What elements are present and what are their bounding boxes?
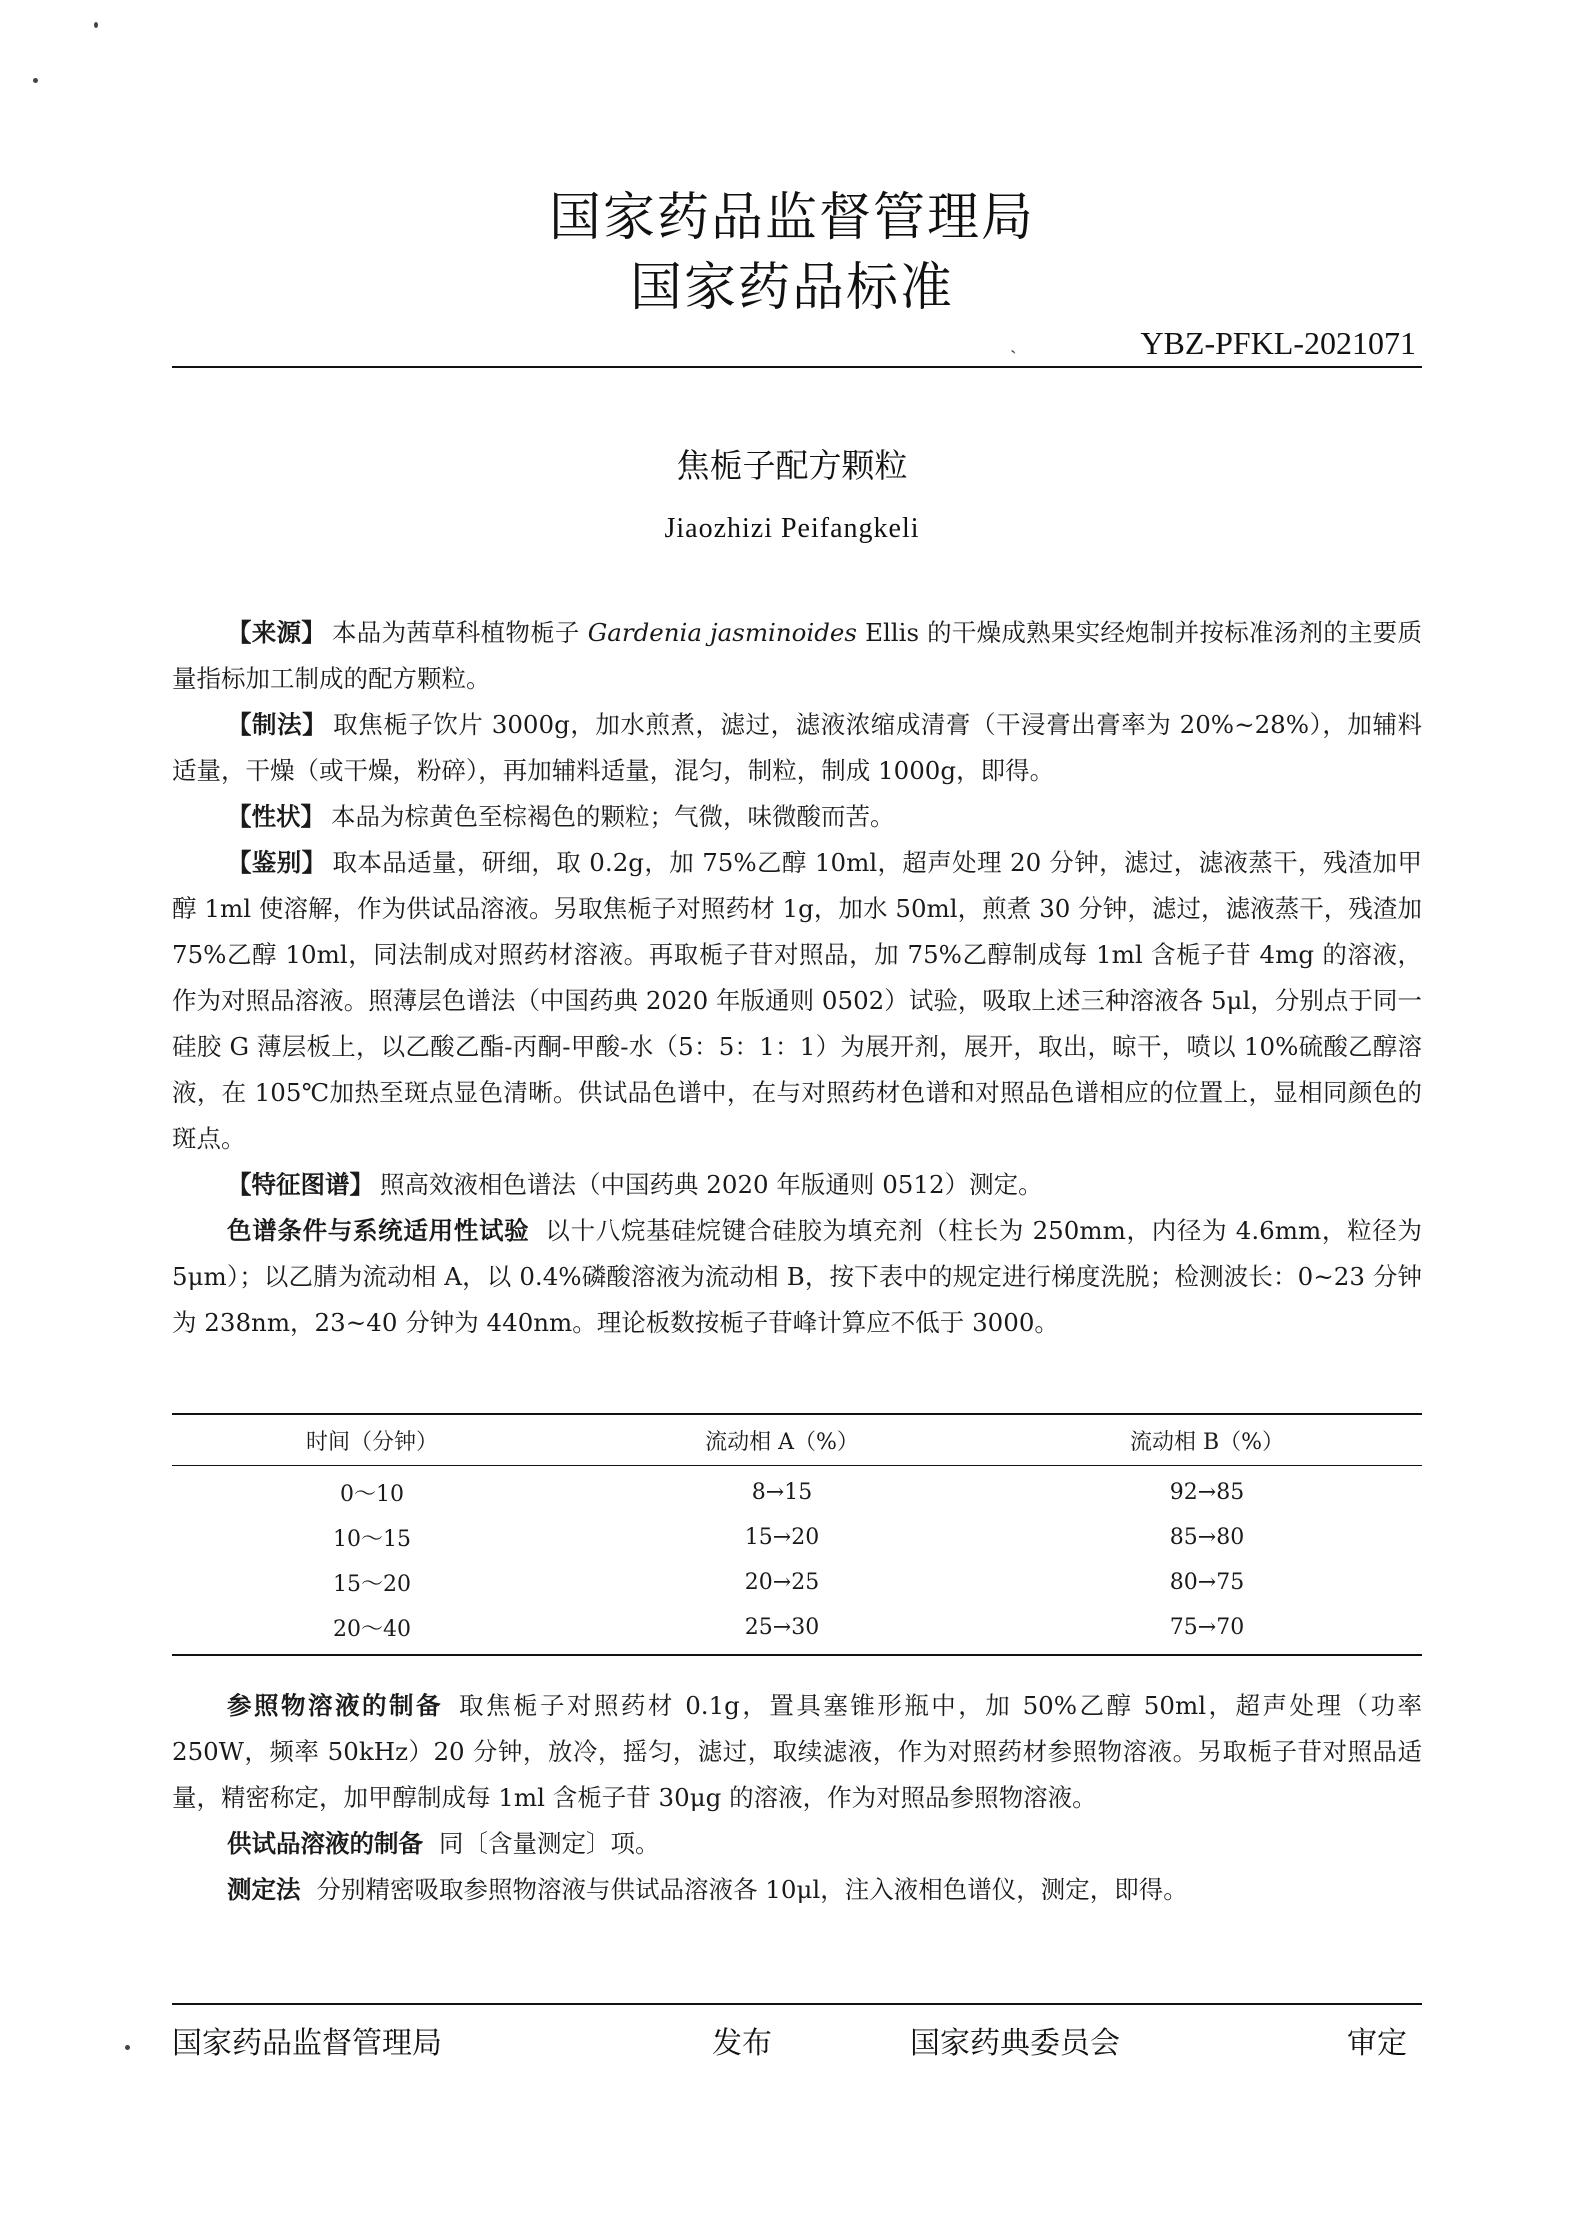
section-identification: 【鉴别】 取本品适量，研细，取 0.2g，加 75%乙醇 10ml，超声处理 20 分钟，滤过，滤液蒸干，残渣加甲醇 1ml 使溶解，作为供试品溶液。另取焦栀子对照药材 1g，加水 50ml，煎煮 30 分钟，滤过，滤液蒸干，残渣加 75%乙醇 10ml，同法制成对照药材溶液。再取栀子苷对照品，加 75%乙醇制成每 1ml 含栀子苷 4mg 的溶液，作为对照品溶液。照薄层色谱法（中国药典 2020 年版通则 0502）试验，吸取上述三种溶液各 5μl，分别点于同一硅胶 G 薄层板上，以乙酸乙酯-丙酮-甲酸-水（5：5：1：1）为展开剂，展开，取出，晾干，喷以 10%硫酸乙醇溶液，在 105℃加热至斑点显色清晰。供试品色谱中，在与对照药材色谱和对照品色谱相应的位置上，显相同颜色的斑点。 (172, 848, 1423, 1153)
document-body-continued (172, 1683, 1422, 1913)
issuer-heading: 国家药品监督管理局 (548, 188, 1035, 248)
table-cell: 0～10 (340, 1482, 404, 1507)
standard-heading: 国家药品标准 (629, 258, 954, 318)
scan-speck (94, 22, 98, 28)
latin-name: Gardenia jasminoides (587, 618, 858, 647)
section-conditions: 色谱条件与系统适用性试验 以十八烷基硅烷键合硅胶为填充剂（柱长为 250mm，内径为 4.6mm，粒径为 5μm）；以乙腈为流动相 A，以 0.4%磷酸溶液为流动相 B，按下表中的规定进行梯度洗脱；检测波长：0~23 分钟为 238nm，23~40 分钟为 440nm。理论板数按栀子苷峰计算应不低于 3000。 (172, 1216, 1423, 1337)
footer-rule (172, 2003, 1422, 2005)
header-rule (172, 366, 1422, 368)
table-cell: 80→75 (1169, 1570, 1245, 1595)
section-tag: 【鉴别】 (227, 848, 327, 877)
section-sample: 供试品溶液的制备 同〔含量测定〕项。 (227, 1829, 660, 1858)
scan-speck (125, 2045, 130, 2050)
section-reference: 参照物溶液的制备 取焦栀子对照药材 0.1g，置具塞锥形瓶中，加 50%乙醇 50ml，超声处理（功率 250W，频率 50kHz）20 分钟，放冷，摇匀，滤过，取续滤液，作为对照药材参照物溶液。另取栀子苷对照品适量，精密称定，加甲醇制成每 1ml 含栀子苷 30μg 的溶液，作为对照品参照物溶液。 (172, 1691, 1422, 1812)
section-tag: 【特征图谱】 (227, 1170, 374, 1199)
table-cell: 25→30 (744, 1615, 820, 1640)
table-cell: 15～20 (333, 1572, 411, 1597)
subsection-label: 供试品溶液的制备 (227, 1829, 423, 1858)
table-cell: 8→15 (751, 1480, 813, 1505)
scan-speck (33, 78, 38, 83)
table-header-cell: 时间（分钟） (305, 1429, 438, 1455)
scan-mark: ˏ (1010, 330, 1017, 354)
section-source: 【来源】 本品为茜草科植物栀子 Gardenia jasminoides Ellis 的干燥成熟果实经炮制并按标准汤剂的主要质量指标加工制成的配方颗粒。 (172, 618, 1423, 693)
table-header-row (172, 1415, 1422, 1466)
table-cell: 15→20 (744, 1525, 820, 1550)
section-character: 【性状】 本品为棕黄色至棕褐色的颗粒；气微，味微酸而苦。 (227, 802, 895, 831)
standard-code: YBZ-PFKL-2021071 (1140, 325, 1416, 361)
table-cell: 20→25 (744, 1570, 820, 1595)
section-assay: 测定法 分别精密吸取参照物溶液与供试品溶液各 10μl，注入液相色谱仪，测定，即得。 (227, 1875, 1188, 1904)
table-cell: 75→70 (1169, 1615, 1245, 1640)
footer-review: 审定 (1347, 2026, 1407, 2061)
gradient-table (172, 1413, 1422, 1656)
section-tag: 【制法】 (227, 710, 328, 739)
section-fingerprint: 【特征图谱】 照高效液相色谱法（中国药典 2020 年版通则 0512）测定。 (227, 1170, 1043, 1199)
subsection-label: 参照物溶液的制备 (227, 1691, 443, 1720)
section-tag: 【来源】 (227, 618, 327, 647)
table-row (172, 1605, 1422, 1650)
footer-issue: 发布 (712, 2026, 772, 2061)
table-cell: 10～15 (333, 1527, 411, 1552)
table-cell: 92→85 (1169, 1480, 1245, 1505)
subsection-label: 色谱条件与系统适用性试验 (227, 1216, 530, 1245)
section-method: 【制法】 取焦栀子饮片 3000g，加水煎煮，滤过，滤液浓缩成清膏（干浸膏出膏率为 20%~28%），加辅料适量，干燥（或干燥，粉碎），再加辅料适量，混匀，制粒，制成 1000g，即得。 (172, 710, 1423, 785)
section-tag: 【性状】 (227, 802, 325, 831)
document-body (172, 610, 1422, 1346)
table-header-cell: 流动相 A（%） (705, 1429, 859, 1455)
document-title: 焦栀子配方颗粒 (676, 446, 908, 485)
table-row (172, 1560, 1422, 1605)
table-row (172, 1515, 1422, 1560)
table-cell: 20～40 (333, 1617, 411, 1642)
table-cell: 85→80 (1169, 1525, 1245, 1550)
footer-issuer: 国家药品监督管理局 (172, 2026, 442, 2061)
table-row (172, 1470, 1422, 1515)
document-subtitle: Jiaozhizi Peifangkeli (664, 513, 920, 544)
footer-reviewer: 国家药典委员会 (910, 2026, 1120, 2061)
table-header-cell: 流动相 B（%） (1129, 1429, 1285, 1455)
subsection-label: 测定法 (227, 1875, 301, 1904)
